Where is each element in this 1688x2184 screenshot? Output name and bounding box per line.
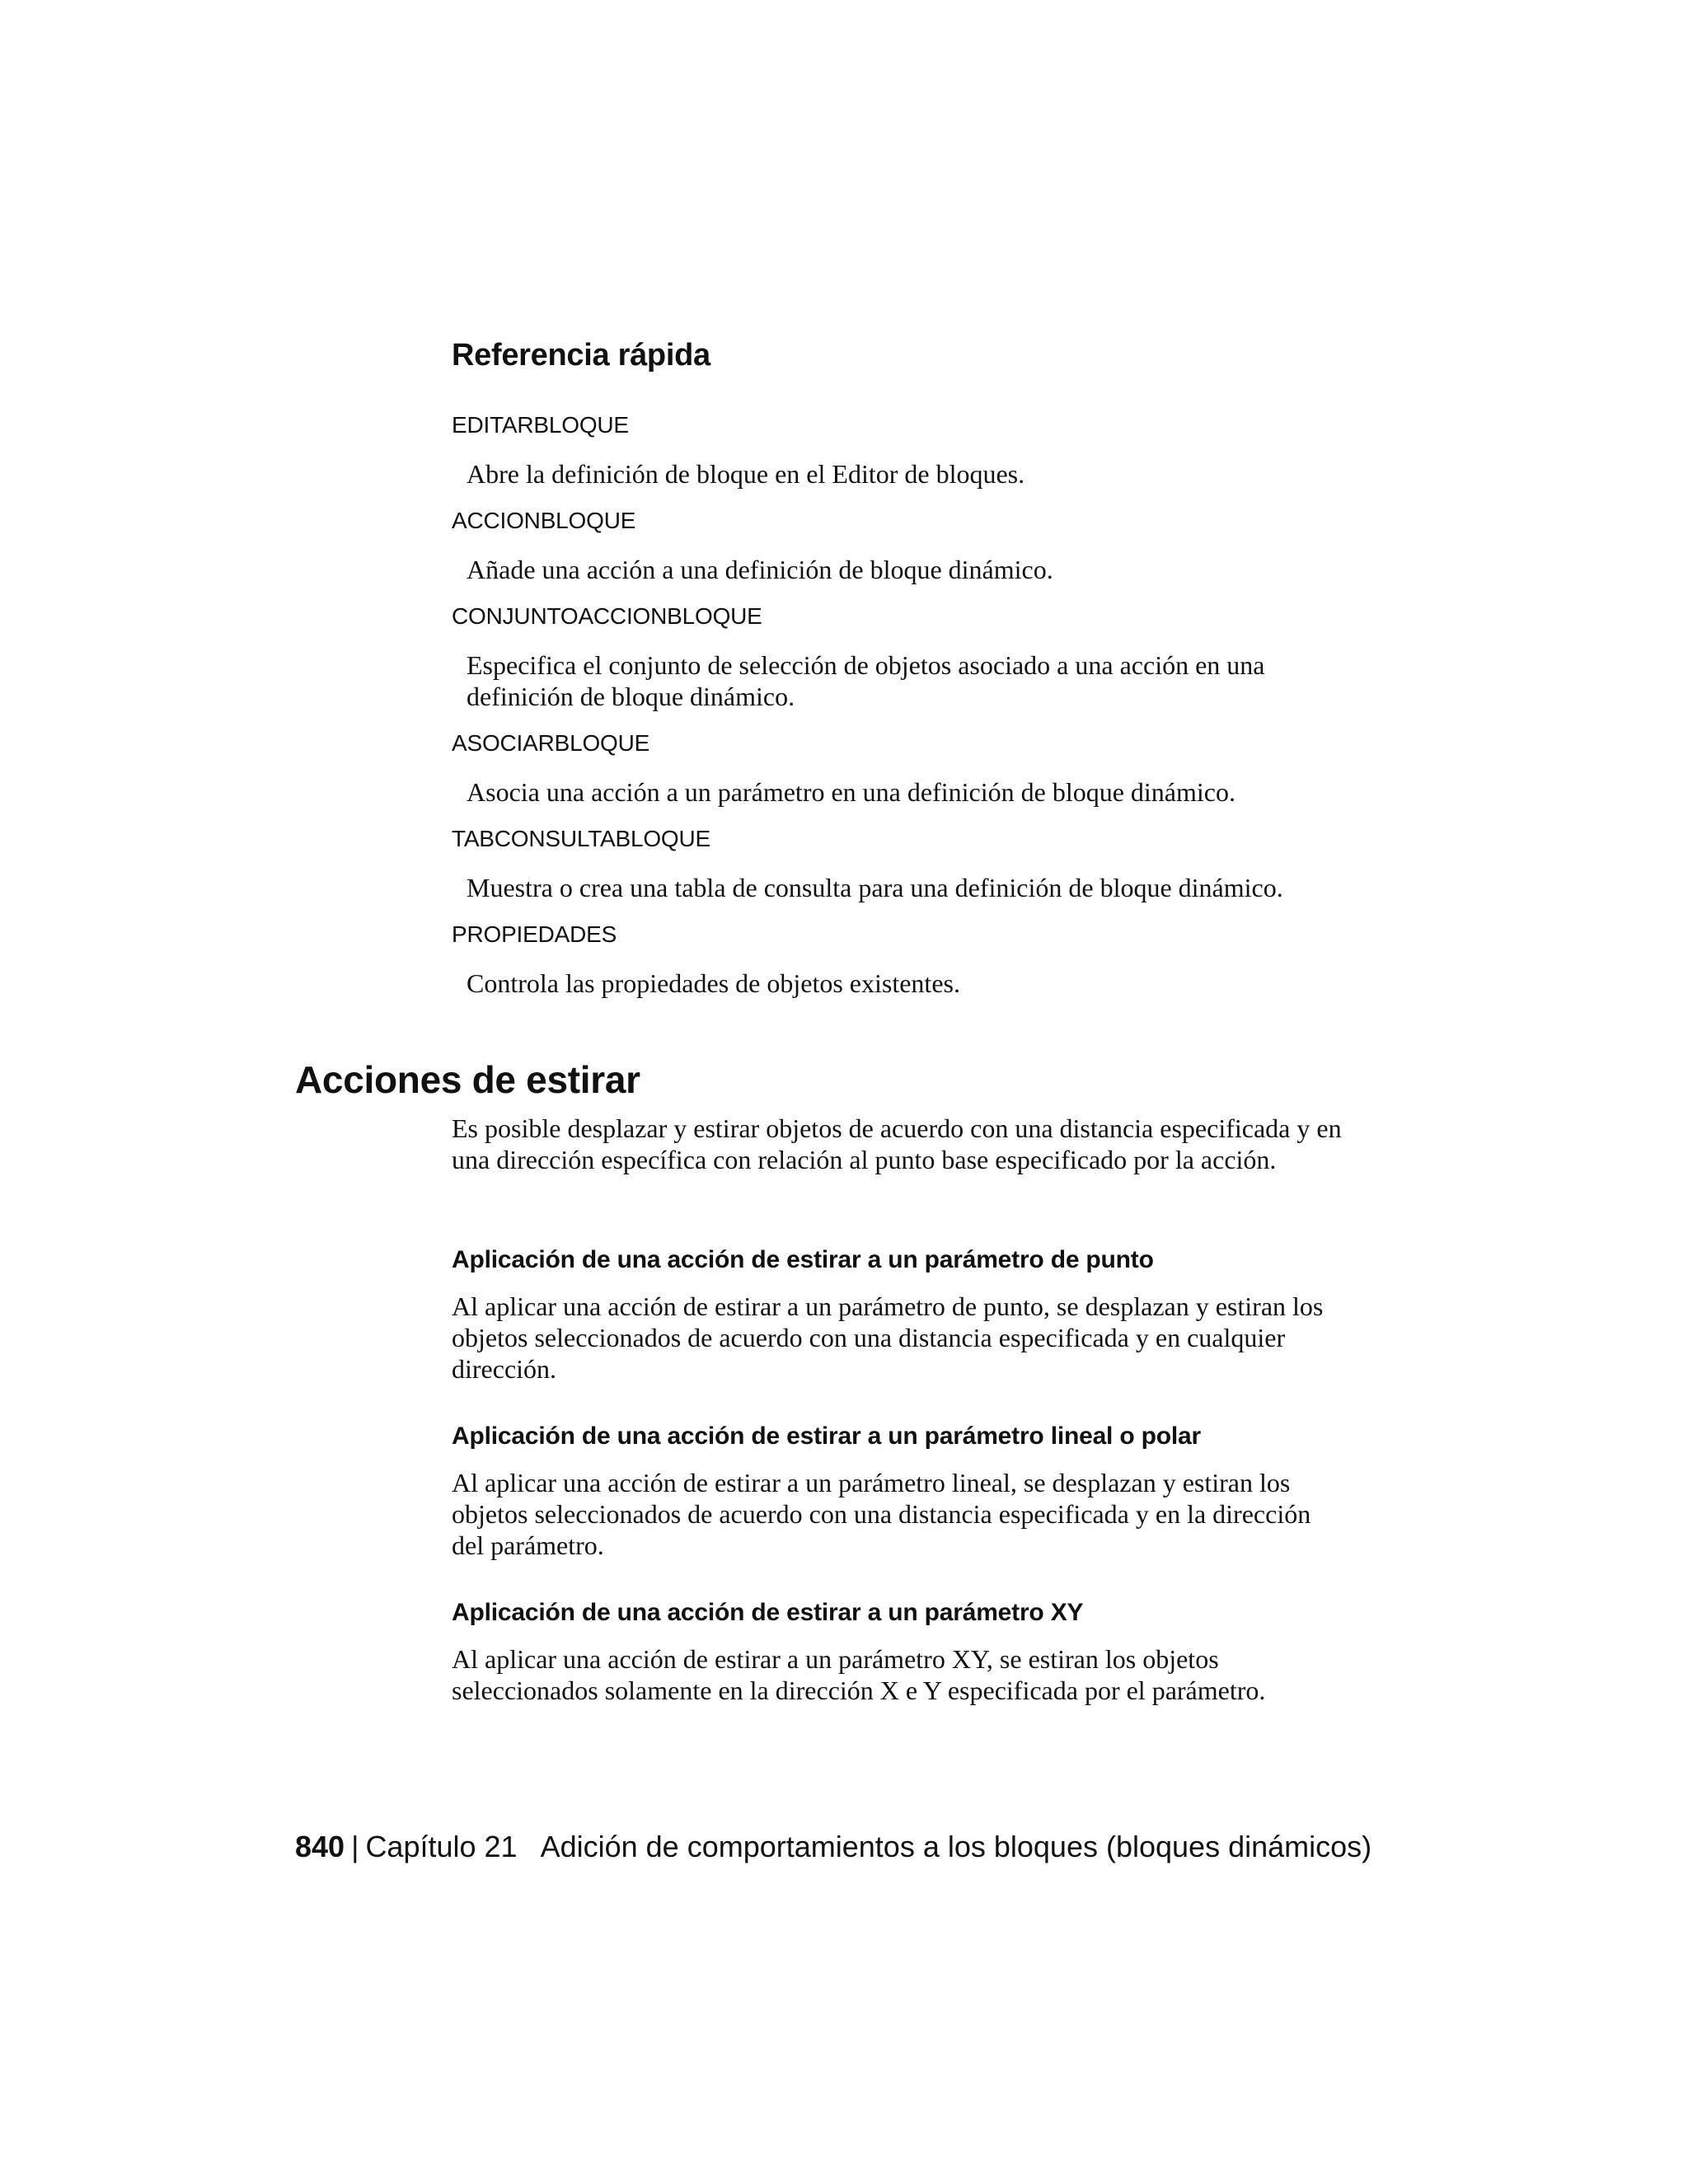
- command-name: ACCIONBLOQUE: [452, 508, 636, 533]
- subsection-heading: Aplicación de una acción de estirar a un parámetro XY: [452, 1599, 1084, 1626]
- command-name: EDITARBLOQUE: [452, 412, 629, 438]
- command-description: Asocia una acción a un parámetro en una definición de bloque dinámico.: [467, 777, 1236, 807]
- section-intro: Es posible desplazar y estirar objetos de acuerdo con una distancia especificada y en una dirección específica con relación al punto base especificado por la acción.: [452, 1113, 1342, 1174]
- quick-reference-title: Referencia rápida: [452, 338, 710, 373]
- command-description: Abre la definición de bloque en el Editor de bloques.: [467, 459, 1025, 489]
- subsection-heading: Aplicación de una acción de estirar a un parámetro de punto: [452, 1246, 1154, 1273]
- command-name: ASOCIARBLOQUE: [452, 730, 650, 756]
- section-title: Acciones de estirar: [295, 1058, 640, 1101]
- footer-separator: |: [351, 1830, 359, 1863]
- command-name: PROPIEDADES: [452, 921, 617, 947]
- subsection-text: Al aplicar una acción de estirar a un parámetro lineal, se desplazan y estiran los objetos seleccionados de acuerdo con una distancia especificada y en la dirección del parámetro.: [452, 1468, 1311, 1560]
- command-description: Añade una acción a una definición de bloque dinámico.: [467, 555, 1053, 584]
- subsection-heading: Aplicación de una acción de estirar a un parámetro lineal o polar: [452, 1422, 1201, 1450]
- subsection-text: Al aplicar una acción de estirar a un parámetro XY, se estiran los objetos seleccionados solamente en la dirección X e Y especificada por el parámetro.: [452, 1644, 1266, 1705]
- chapter-title: Adición de comportamientos a los bloques (bloques dinámicos): [540, 1830, 1372, 1863]
- command-description: Controla las propiedades de objetos existentes.: [467, 968, 960, 998]
- page-footer: [295, 1830, 1372, 1864]
- command-name: CONJUNTOACCIONBLOQUE: [452, 603, 762, 629]
- command-description: Muestra o crea una tabla de consulta para una definición de bloque dinámico.: [467, 873, 1283, 902]
- chapter-label: Capítulo 21: [365, 1830, 518, 1863]
- subsection-text: Al aplicar una acción de estirar a un parámetro de punto, se desplazan y estiran los objetos seleccionados de acuerdo con una distancia especificada y en cualquier dirección.: [452, 1291, 1324, 1384]
- page-number: 840: [295, 1830, 345, 1863]
- command-name: TABCONSULTABLOQUE: [452, 826, 710, 851]
- command-description: Especifica el conjunto de selección de objetos asociado a una acción en una definición de bloque dinámico.: [467, 650, 1265, 711]
